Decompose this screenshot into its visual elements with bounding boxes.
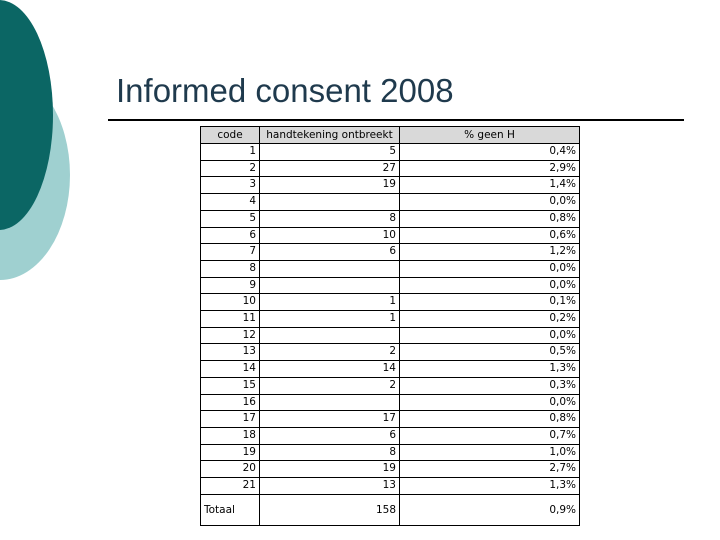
- cell-missing-signature: 6: [260, 427, 400, 444]
- table-row: [201, 244, 580, 261]
- cell-missing-signature: 2: [260, 344, 400, 361]
- table-row: [201, 260, 580, 277]
- cell-percent: 0,5%: [400, 344, 580, 361]
- cell-percent: 0,8%: [400, 210, 580, 227]
- total-percent: 0,9%: [400, 494, 580, 525]
- cell-percent: 2,7%: [400, 461, 580, 478]
- header-missing-signature: handtekening ontbreekt: [260, 127, 400, 144]
- table-row: [201, 210, 580, 227]
- cell-code: 2: [201, 160, 260, 177]
- cell-percent: 0,8%: [400, 411, 580, 428]
- table-row: [201, 377, 580, 394]
- table-row: [201, 394, 580, 411]
- table-row: [201, 194, 580, 211]
- cell-code: 13: [201, 344, 260, 361]
- header-code: code: [201, 127, 260, 144]
- table-body: [201, 144, 580, 526]
- consent-table: [200, 126, 580, 526]
- table-row: [201, 144, 580, 161]
- table-row: [201, 277, 580, 294]
- cell-percent: 0,0%: [400, 394, 580, 411]
- cell-percent: 0,0%: [400, 194, 580, 211]
- cell-percent: 2,9%: [400, 160, 580, 177]
- cell-code: 10: [201, 294, 260, 311]
- cell-code: 15: [201, 377, 260, 394]
- cell-code: 8: [201, 260, 260, 277]
- cell-missing-signature: 14: [260, 361, 400, 378]
- cell-missing-signature: 6: [260, 244, 400, 261]
- cell-missing-signature: [260, 260, 400, 277]
- cell-missing-signature: 17: [260, 411, 400, 428]
- table-row: [201, 227, 580, 244]
- table-row: [201, 294, 580, 311]
- table-row: [201, 344, 580, 361]
- cell-percent: 0,2%: [400, 311, 580, 328]
- table-row: [201, 444, 580, 461]
- cell-missing-signature: [260, 277, 400, 294]
- cell-missing-signature: 13: [260, 478, 400, 495]
- table-row: [201, 427, 580, 444]
- cell-percent: 1,2%: [400, 244, 580, 261]
- cell-code: 6: [201, 227, 260, 244]
- cell-code: 16: [201, 394, 260, 411]
- table-row: [201, 177, 580, 194]
- table-row: [201, 327, 580, 344]
- cell-code: 7: [201, 244, 260, 261]
- cell-code: 4: [201, 194, 260, 211]
- table-row: [201, 311, 580, 328]
- cell-missing-signature: 10: [260, 227, 400, 244]
- cell-code: 17: [201, 411, 260, 428]
- cell-missing-signature: 1: [260, 311, 400, 328]
- cell-missing-signature: [260, 327, 400, 344]
- cell-code: 1: [201, 144, 260, 161]
- consent-table-container: [200, 126, 580, 526]
- cell-code: 21: [201, 478, 260, 495]
- table-row: [201, 461, 580, 478]
- slide-title: Informed consent 2008: [116, 72, 454, 109]
- cell-code: 18: [201, 427, 260, 444]
- cell-percent: 0,7%: [400, 427, 580, 444]
- cell-missing-signature: 1: [260, 294, 400, 311]
- table-header-row: [201, 127, 580, 144]
- cell-missing-signature: [260, 194, 400, 211]
- table-row: [201, 160, 580, 177]
- table-total-row: [201, 494, 580, 525]
- cell-percent: 1,4%: [400, 177, 580, 194]
- cell-missing-signature: 2: [260, 377, 400, 394]
- cell-missing-signature: 19: [260, 461, 400, 478]
- cell-code: 12: [201, 327, 260, 344]
- title-divider: [108, 119, 684, 121]
- cell-code: 3: [201, 177, 260, 194]
- cell-code: 9: [201, 277, 260, 294]
- cell-missing-signature: 8: [260, 444, 400, 461]
- table-row: [201, 361, 580, 378]
- cell-code: 19: [201, 444, 260, 461]
- table-row: [201, 478, 580, 495]
- cell-percent: 1,0%: [400, 444, 580, 461]
- cell-missing-signature: 27: [260, 160, 400, 177]
- cell-code: 5: [201, 210, 260, 227]
- total-label: Totaal: [201, 494, 260, 525]
- total-missing-signature: 158: [260, 494, 400, 525]
- cell-missing-signature: [260, 394, 400, 411]
- cell-percent: 0,0%: [400, 260, 580, 277]
- cell-percent: 0,6%: [400, 227, 580, 244]
- cell-percent: 0,4%: [400, 144, 580, 161]
- cell-percent: 1,3%: [400, 361, 580, 378]
- cell-percent: 1,3%: [400, 478, 580, 495]
- cell-missing-signature: 5: [260, 144, 400, 161]
- cell-code: 20: [201, 461, 260, 478]
- cell-code: 14: [201, 361, 260, 378]
- cell-code: 11: [201, 311, 260, 328]
- cell-percent: 0,1%: [400, 294, 580, 311]
- cell-percent: 0,0%: [400, 327, 580, 344]
- cell-missing-signature: 19: [260, 177, 400, 194]
- cell-percent: 0,3%: [400, 377, 580, 394]
- cell-missing-signature: 8: [260, 210, 400, 227]
- header-percent-missing: % geen H: [400, 127, 580, 144]
- table-row: [201, 411, 580, 428]
- cell-percent: 0,0%: [400, 277, 580, 294]
